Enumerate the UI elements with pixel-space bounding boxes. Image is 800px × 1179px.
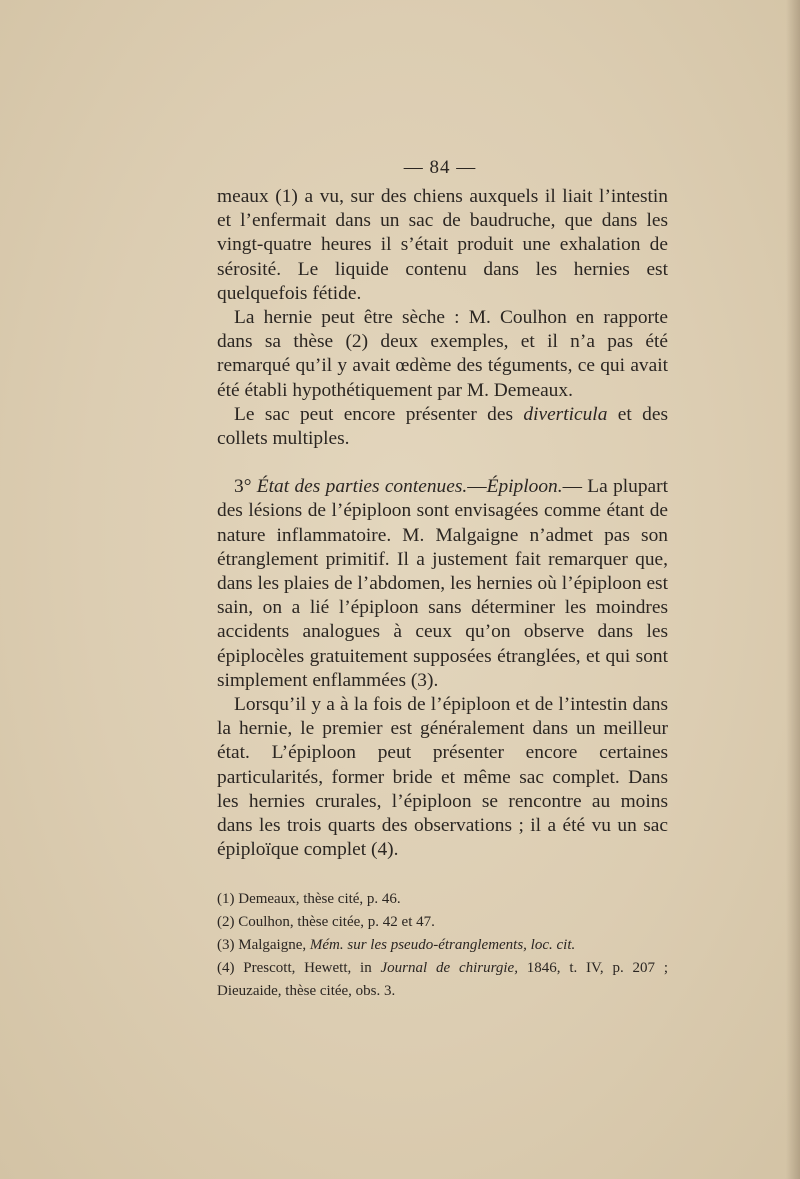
page-number: — 84 — xyxy=(403,157,477,178)
footnote-4-text-a: (4) Prescott, Hewett, in xyxy=(217,960,381,976)
section-subheading: Épiploon. xyxy=(486,476,563,498)
paragraph-1: meaux (1) a vu, sur des chiens auxquels il liait l’intestin et l’enfermait dans un sac de baudruche, que dans les vingt-quatre heures il s’était produit une exhalation de sérosité. Le liquide contenu dans les hernies est quelquefois fétide. xyxy=(217,186,668,304)
footnote-3 xyxy=(217,934,668,957)
paragraph-3 xyxy=(217,403,668,451)
paragraph-3-italic: diverticula xyxy=(523,403,608,425)
footnotes xyxy=(217,888,668,1003)
footnote-3-italic: Mém. sur les pseudo-étranglements, loc. cit. xyxy=(309,937,576,953)
section-dash: — xyxy=(467,476,487,498)
paragraph-4 xyxy=(217,475,668,693)
section-gap xyxy=(217,451,668,475)
footnote-2: (2) Coulhon, thèse citée, p. 42 et 47. xyxy=(217,914,435,930)
footnote-4 xyxy=(217,957,668,1003)
paragraph-5: Lorsqu’il y a à la fois de l’épiploon et de l’intestin dans la hernie, le premier est généralement dans un meilleur état. L’épiploon peut présenter encore certaines particularités, former bride et même sac complet. Dans les hernies crurales, l’épiploon se rencontre au moins dans les trois quarts des observations ; il a été vu un sac épiploïque complet (4). xyxy=(217,694,668,861)
paragraph-4-text: — La plupart des lésions de l’épiploon sont envisagées comme étant de nature inflammatoire. M. Malgaigne n’admet pas son étranglement primitif. Il a justement fait remarquer que, dans les plaies de l’abdomen, les hernies où l’épiploon est sain, on a lié l’épiploon sans déterminer les moindres accidents analogues à ceux qu’on observe dans les épiplocèles gratuitement supposées étranglées, et qui sont simplement enflammées (3). xyxy=(217,476,668,691)
paragraph-2: La hernie peut être sèche : M. Coulhon en rapporte dans sa thèse (2) deux exemples, et il n’a pas été remarqué qu’il y avait œdème des téguments, ce qui avait été établi hypothétiquement par M. Demeaux. xyxy=(217,307,668,401)
paragraph-3-text-a: Le sac peut encore présenter des xyxy=(234,403,524,425)
footnote-4-italic: Journal de chirurgie, xyxy=(380,960,518,976)
section-heading: État des parties contenues. xyxy=(256,476,468,498)
footnote-4-text-b: 1846, t. IV, p. 207 ; Dieuzaide, thèse citée, obs. 3. xyxy=(217,960,669,999)
footnote-3-text: (3) Malgaigne, xyxy=(217,937,310,953)
section-number: 3° xyxy=(234,476,257,498)
main-text xyxy=(217,185,668,862)
footnote-1: (1) Demeaux, thèse cité, p. 46. xyxy=(217,891,401,907)
paragraph-3-text-b: et des collets multiples. xyxy=(217,403,668,450)
